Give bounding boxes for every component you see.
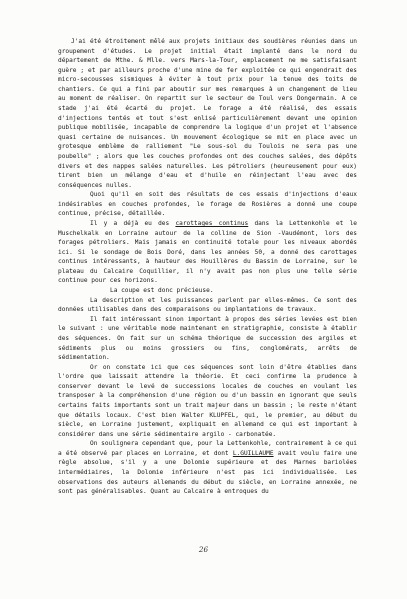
- paragraph-3: Il y a déjà eu des carottages continus dans la Lettenkohle et le Muschelkalk en Lorraine autour de la colline de Sion -Vaudémont, lors des forages pétroliers. Mais jamais en continuité totale pour les niveaux abordés ici. Si le sondage de Bois Doré, dans les années 50, a donné des carottages continus intéressants, à hauteur des Houillères du Bassin de Lorraine, sur le plateau du Calcaire Coquillier, il n'y avait pas non plus une telle série continue pour ces horizons.: [58, 219, 357, 285]
- page-number: 26: [198, 545, 209, 554]
- paragraph-6: Il fait intéressant sinon important à propos des séries levées est bien le suivant : une véritable mode maintenant en stratigraphie, consiste à établir des séquences. On fait sur un schéma théorique de succession des argiles et sédiments plus ou moins grossiers ou fins, conglomérats, arrêts de sédimentation.: [58, 315, 357, 362]
- paragraph-2: Quoi qu'il en soit des résultats de ces essais d'injections d'eaux indésirables en couches profondes, le forage de Rosières a donné une coupe continue, précise, détaillée.: [58, 191, 357, 218]
- paragraph-1: J'ai été étroitement mêlé aux projets initiaux des soudières réunies dans un groupement d'études. Le projet initial était implanté dans le nord du département de Mthe. & Mlle. vers Mars-la-Tour, emplacement ne me satisfaisant guère ; et par ailleurs proche d'une mine de fer exploitée ce qui engendrait des micro-secousses sismiques à éviter à tout prix pour la tenue des toits de chantiers. Ce qui a fini par aboutir sur mes remarques à un changement de lieu au moment de réaliser. On repartit sur le secteur de Toul vers Dongermain. A ce stade j'ai été écarté du projet. Le forage a été réalisé, des essais d'injections tentés et tout s'est enlisé particulièrement devant une opinion publique mobilisée, incapable de comprendre la logique d'un projet et l'absence quasi certaine de nuisances. Un mouvement écologique se mit en place avec un grotesque emblème de ralliement "Le sous-sol du Toulois ne sera pas une poubelle" ; alors que les couches profondes ont des couches salées, des dépôts divers et des nappes salées naturelles. Les pétroliers (heureusement pour eux) tirent bien un mélange d'eau et d'huile en réinjectant l'eau avec des conséquences nulles.: [58, 38, 357, 189]
- paragraph-5: La description et les puissances parlent par elles-mêmes. Ce sont des données utilisables dans des comparaisons ou implantations de travaux.: [58, 296, 357, 314]
- underlined-text: L.GUILLAUME: [232, 449, 274, 457]
- underlined-text: carottages continus: [175, 219, 249, 227]
- paragraph-8: On soulignera cependant que, pour la Lettenkohle, contrairement à ce qui a été observé par places en Lorraine, et dont L.GUILLAUME avait voulu faire une règle absolue, s'il y a une Dolomie supérieure et des Marnes bariolées intermédiaires, la Dolomie inférieure n'est pas ici individualisée. Les observations des auteurs allemands du début du siècle, en Lorraine annexée, ne sont pas généralisables. Quant au Calcaire à entroques du: [58, 440, 357, 496]
- body-text: [58, 37, 357, 497]
- paragraph-4: La coupe est donc précieuse.: [110, 287, 214, 295]
- paragraph-7: Or on constate ici que ces séquences sont loin d'être établies dans l'ordre que laissait attendre la théorie. Et ceci confirme la prudence à conserver devant le levé de successions locales de couches en voulant les transposer à la compréhension d'une région ou d'un bassin en ignorant que seuls certains faits importants sont un trait majeur dans un bassin ; le reste n'étant que détails locaux. C'est bien Walter KLUPFEL, qui, le premier, au début du siècle, en Lorraine justement, expliquait en allemand ce qui est important à considérer dans une série sédimentaire argilo - carbonatée.: [58, 363, 357, 438]
